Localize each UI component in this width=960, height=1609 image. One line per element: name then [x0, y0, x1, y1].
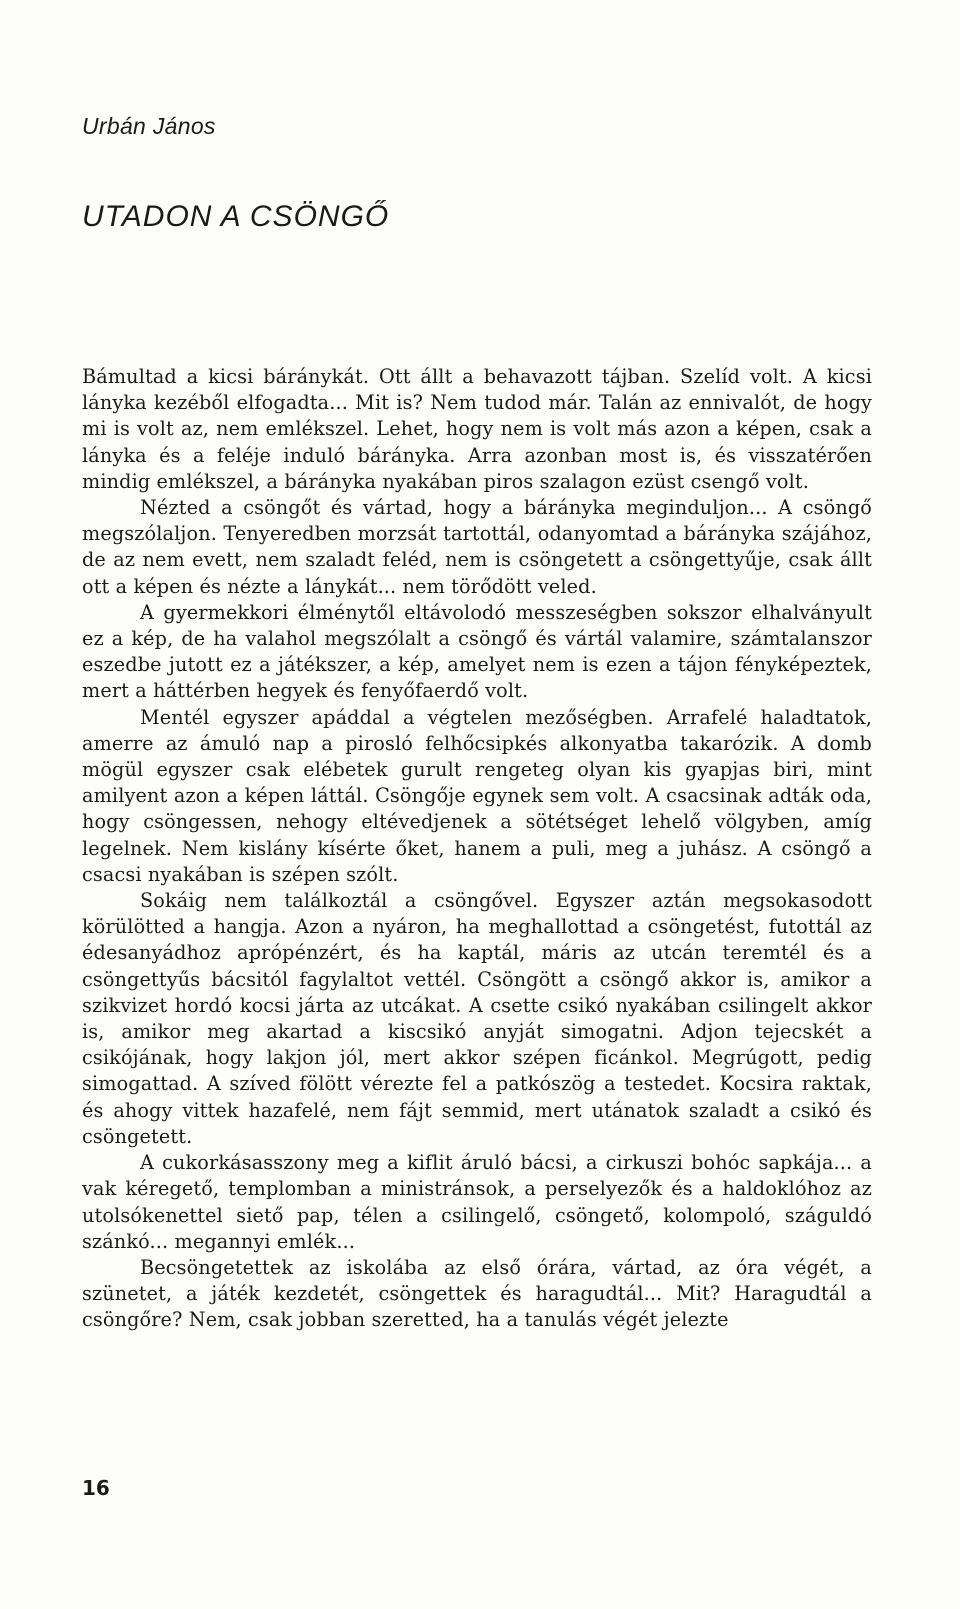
paragraph-2: Nézted a csöngőt és vártad, hogy a bárányka meginduljon... A csöngő megszólaljon. Tenyeredben morzsát tartottál, odanyomtad a bárányka szájához, de az nem evett, nem szaladt feléd, nem is csöngetett a csöngettyűje, csak állt ott a képen és nézte a lánykát... nem törődött veled.	[82, 496, 872, 598]
paragraph-3: A gyermekkori élménytől eltávolodó messzeségben sokszor elhalványult ez a kép, de ha valahol megszólalt a csöngő és vártál valamire, számtalanszor eszedbe jutott ez a játékszer, a kép, amelyet nem is ezen a tájon fényképeztek, mert a háttérben hegyek és fenyőfaerdő volt.	[82, 600, 872, 703]
page-number: 16	[82, 1476, 110, 1500]
paragraph-7: Becsöngetettek az iskolába az első órára, vártad, az óra végét, a szünetet, a játék kezdetét, csöngettek és haragudtál... Mit? Haragudtál a csöngőre? Nem, csak jobban szeretted, ha a tanulás végét jelezte	[82, 1255, 872, 1332]
paragraph-4: Mentél egyszer apáddal a végtelen mezőségben. Arrafelé haladtatok, amerre az ámuló nap a pirosló felhőcsipkés alkonyatba takarózik. A domb mögül egyszer csak elébetek gurult rengeteg olyan kis gyapjas biri, mint amilyent azon a képen láttál. Csöngője egynek sem volt. A csacsinak adták oda, hogy csöngessen, nehogy eltévedjenek a sötétséget lehelő völgyben, amíg legelnek. Nem kislány kísérte őket, hanem a puli, meg a juhász. A csöngő a csacsi nyakában is szépen szólt.	[82, 705, 872, 886]
paragraph-5: Sokáig nem találkoztál a csöngővel. Egyszer aztán megsokasodott körülötted a hangja. Azon a nyáron, ha meghallottad a csöngetést, futottál az édesanyádhoz aprópénzért, és ha kaptál, máris az utcán teremtél és a csöngettyűs bácsitól fagylaltot vettél. Csöngött a csöngő akkor is, amikor a szikvizet hordó kocsi járta az utcákat. A csette csikó nyakában csilingelt akkor is, amikor meg akartad a kiscsikó anyját simogatni. Adjon tejecskét a csikójának, hogy lakjon jól, mert akkor szépen ficánkol. Megrúgott, pedig simogattad. A szíved fölött vérezte fel a patkószög a testedet. Kocsira raktak, és ahogy vittek hazafelé, nem fájt semmid, mert utánatok szaladt a csikó és csöngetett.	[82, 889, 872, 1148]
author-name: Urbán János	[82, 113, 216, 139]
paragraph-6: A cukorkásasszony meg a kiflit áruló bácsi, a cirkuszi bohóc sapkája... a vak kéregető, templomban a ministránsok, a perselyezők és a haldoklóhoz az utolsókenettel siető pap, télen a csilingelő, csöngető, kolompoló, száguldó szánkó... megannyi emlék...	[82, 1151, 872, 1253]
story-body	[82, 364, 872, 1334]
paragraph-1: Bámultad a kicsi báránykát. Ott állt a behavazott tájban. Szelíd volt. A kicsi lányka kezéből elfogadta... Mit is? Nem tudod már. Talán az ennivalót, de hogy mi is volt az, nem emlékszel. Lehet, hogy nem is volt más azon a képen, csak a lányka és a feléje induló bárányka. Arra azonban most is, és visszatérően mindig emlékszel, a bárányka nyakában piros szalagon ezüst csengő volt.	[82, 365, 872, 493]
story-title: UTADON A CSÖNGŐ	[82, 200, 390, 233]
